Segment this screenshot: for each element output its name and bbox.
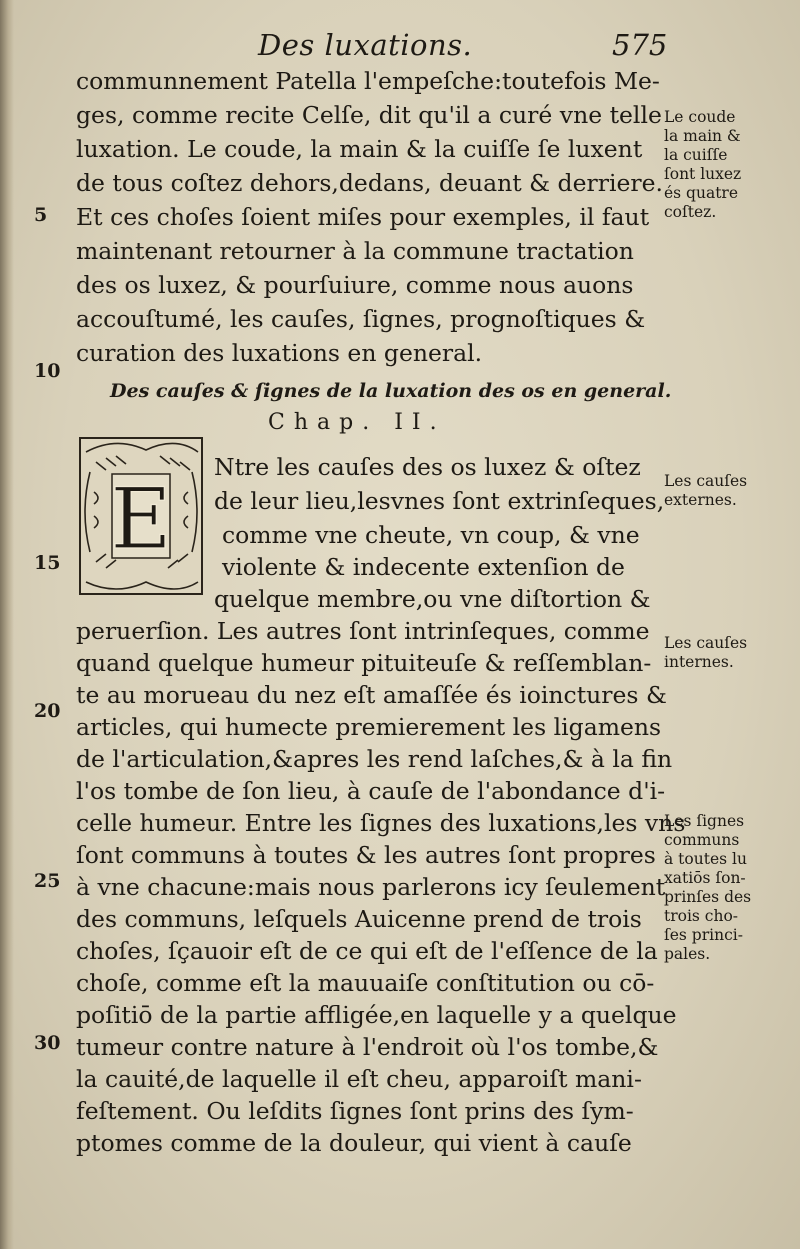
line-number: 20 [34, 700, 61, 722]
text-line: accouſtumé, les cauſes, ſignes, prognoſtiques & [76, 305, 646, 333]
marginal-note-line: à toutes lu [664, 850, 747, 868]
text-line: poſitiō de la partie affligée,en laquelle y a quelque [76, 1001, 677, 1029]
text-line: celle humeur. Entre les ſignes des luxations,les vns [76, 809, 686, 837]
text-line: feſtement. Ou leſdits ſignes ſont prins des ſym- [76, 1097, 634, 1125]
text-line: la cauité,de laquelle il eſt cheu, apparoiſt mani- [76, 1065, 642, 1093]
chapter-number: Chap. II. [268, 410, 446, 435]
marginal-note-line: Les ſignes [664, 812, 745, 830]
text-line: l'os tombe de ſon lieu, à cauſe de l'abondance d'i- [76, 777, 666, 805]
text-line: choſes, ſçauoir eſt de ce qui eſt de l'eſſence de la [76, 937, 658, 965]
marginal-note-line: prinſes des [664, 888, 752, 906]
marginal-note-signes-communs [664, 812, 796, 964]
marginal-note-line: la cuiſſe [664, 146, 728, 164]
text-line: Et ces choſes ſoient miſes pour exemples, il faut [76, 203, 650, 231]
text-line: articles, qui humecte premierement les ligamens [76, 713, 662, 741]
text-line: ges, comme recite Celſe, dit qu'il a curé vne telle [76, 101, 662, 129]
marginal-note-line: Les cauſes [664, 472, 748, 490]
marginal-note-line: trois cho- [664, 907, 739, 925]
line-number: 10 [34, 360, 61, 382]
line-number: 5 [34, 204, 48, 226]
text-line: luxation. Le coude, la main & la cuiſſe ſe luxent [76, 135, 643, 163]
text-line: curation des luxations en general. [76, 339, 483, 367]
text-line: de l'articulation,&apres les rend laſches,& à la fin [76, 745, 673, 773]
text-line: quand quelque humeur pituiteuſe & reſſemblan- [76, 649, 652, 677]
text-line: ptomes comme de la douleur, qui vient à cauſe [76, 1129, 632, 1157]
text-line: des communs, leſquels Auicenne prend de trois [76, 905, 642, 933]
text-line: de leur lieu,lesvnes ſont extrinſeques, [214, 487, 665, 515]
marginal-note-line: xatiōs ſon- [664, 869, 746, 887]
marginal-note-coude [664, 108, 796, 222]
text-line: te au morueau du nez eſt amaſſée és ioinctures & [76, 681, 667, 709]
text-line: de tous coſtez dehors,dedans, deuant & derriere. [76, 169, 664, 197]
running-title: Des luxations. [258, 28, 473, 62]
marginal-note-line: ſes princi- [664, 926, 743, 944]
marginal-note-line: pales. [664, 945, 711, 963]
text-line: violente & indecente extenſion de [222, 553, 625, 581]
marginal-note-line: ſont luxez [664, 165, 742, 183]
marginal-note-line: la main & [664, 127, 741, 145]
text-line: comme vne cheute, vn coup, & vne [222, 521, 640, 549]
text-line: communnement Patella l'empeſche:toutefois Me- [76, 67, 660, 95]
text-line: Ntre les cauſes des os luxez & oſtez [214, 453, 641, 481]
marginal-note-line: externes. [664, 491, 737, 509]
text-line: tumeur contre nature à l'endroit où l'os tombe,& [76, 1033, 659, 1061]
line-number: 25 [34, 870, 61, 892]
marginal-note-line: és quatre [664, 184, 739, 202]
text-line: choſe, comme eſt la mauuaiſe conſtitution ou cō- [76, 969, 655, 997]
text-line: maintenant retourner à la commune tractation [76, 237, 634, 265]
marginal-note-causes-internes [664, 634, 796, 672]
marginal-note-line: coſtez. [664, 203, 717, 221]
text-line: ſont communs à toutes & les autres ſont propres [76, 841, 656, 869]
marginal-note-line: internes. [664, 653, 734, 671]
marginal-note-causes-externes [664, 472, 796, 510]
text-line: à vne chacune:mais nous parlerons icy ſeulement [76, 873, 666, 901]
marginal-note-line: Le coude [664, 108, 736, 126]
text-line: quelque membre,ou vne diſtortion & [214, 585, 651, 613]
text-line: peruerſion. Les autres ſont intrinſeques, comme [76, 617, 650, 645]
line-number: 15 [34, 552, 61, 574]
marginal-note-line: communs [664, 831, 740, 849]
marginal-note-line: Les cauſes [664, 634, 748, 652]
text-line: des os luxez, & pourſuiure, comme nous auons [76, 271, 634, 299]
decorated-initial [76, 432, 206, 600]
line-number: 30 [34, 1032, 61, 1054]
page-number: 575 [612, 28, 668, 62]
section-heading: Des cauſes & ſignes de la luxation des os en general. [110, 380, 672, 402]
initial-letter: E [110, 470, 172, 568]
page-gutter-shadow [0, 0, 14, 1249]
